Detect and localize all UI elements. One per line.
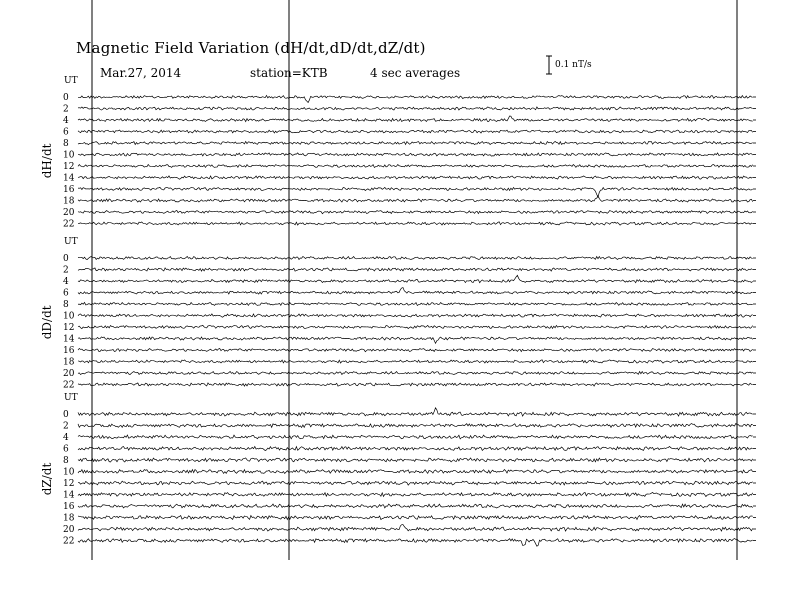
- hour-label: 22: [63, 380, 75, 391]
- trace-line: [78, 360, 753, 363]
- ut-label: UT: [64, 76, 78, 86]
- hour-label: 14: [63, 173, 75, 184]
- hour-label: 18: [63, 357, 75, 368]
- hour-label: 4: [63, 116, 69, 126]
- trace-line: [78, 470, 753, 474]
- hour-label: 18: [63, 513, 75, 524]
- component-label: dZ/dt: [40, 462, 54, 496]
- trace-line: [78, 424, 753, 428]
- trace-line: [78, 153, 753, 156]
- trace-line: [78, 130, 753, 133]
- trace-line: [78, 314, 753, 317]
- trace-line: [78, 348, 753, 351]
- trace-line: [78, 275, 753, 282]
- hour-label: 6: [63, 127, 69, 138]
- trace-line: [78, 107, 753, 110]
- hour-label: 22: [63, 536, 75, 547]
- trace-line: [78, 408, 753, 416]
- hour-label: 16: [63, 185, 75, 195]
- hour-label: 0: [63, 93, 69, 103]
- trace-line: [78, 337, 753, 343]
- trace-line: [78, 141, 753, 144]
- averaging-label: 4 sec averages: [370, 66, 461, 80]
- hour-label: 2: [63, 104, 69, 115]
- trace-line: [78, 458, 753, 462]
- hour-label: 14: [63, 334, 75, 345]
- hour-label: 12: [63, 162, 75, 172]
- trace-line: [78, 525, 753, 531]
- trace-line: [78, 383, 753, 386]
- trace-line: [78, 447, 753, 451]
- component-label: dH/dt: [40, 143, 54, 179]
- trace-line: [78, 164, 753, 167]
- hour-label: 12: [63, 479, 75, 489]
- trace-line: [78, 196, 753, 202]
- hour-label: 16: [63, 502, 75, 512]
- trace-line: [78, 539, 753, 547]
- trace-line: [78, 504, 753, 508]
- hour-label: 10: [63, 311, 75, 322]
- ut-label: UT: [64, 237, 78, 247]
- trace-line: [78, 435, 753, 439]
- trace-line: [78, 116, 753, 122]
- trace-line: [78, 95, 753, 102]
- ut-label: UT: [64, 393, 78, 403]
- trace-line: [78, 222, 753, 225]
- trace-line: [78, 210, 753, 213]
- trace-line: [78, 176, 753, 179]
- trace-line: [78, 256, 753, 259]
- trace-line: [78, 288, 753, 295]
- hour-label: 20: [63, 525, 75, 535]
- hour-label: 14: [63, 490, 75, 501]
- trace-line: [78, 492, 753, 496]
- hour-label: 22: [63, 219, 75, 230]
- hour-label: 6: [63, 444, 69, 455]
- trace-line: [78, 325, 753, 328]
- trace-line: [78, 481, 753, 485]
- hour-label: 20: [63, 208, 75, 218]
- hour-label: 8: [63, 300, 69, 310]
- hour-label: 12: [63, 323, 75, 333]
- chart-title: Magnetic Field Variation (dH/dt,dD/dt,dZ/dt): [76, 39, 426, 57]
- hour-label: 0: [63, 254, 69, 264]
- hour-label: 8: [63, 456, 69, 466]
- hour-label: 6: [63, 288, 69, 299]
- hour-label: 4: [63, 433, 69, 443]
- trace-line: [78, 516, 753, 520]
- trace-line: [78, 187, 753, 197]
- hour-label: 4: [63, 277, 69, 287]
- hour-label: 8: [63, 139, 69, 149]
- trace-line: [78, 268, 753, 271]
- hour-label: 18: [63, 196, 75, 207]
- hour-label: 20: [63, 369, 75, 379]
- trace-line: [78, 371, 753, 374]
- hour-label: 16: [63, 346, 75, 356]
- hour-label: 0: [63, 410, 69, 420]
- hour-label: 2: [63, 265, 69, 276]
- trace-line: [78, 302, 753, 305]
- component-label: dD/dt: [40, 305, 54, 340]
- hour-label: 10: [63, 467, 75, 478]
- station-label: station=KTB: [250, 66, 328, 80]
- date-label: Mar.27, 2014: [100, 66, 182, 80]
- scale-bar-label: 0.1 nT/s: [555, 60, 592, 70]
- hour-label: 10: [63, 150, 75, 161]
- hour-label: 2: [63, 421, 69, 432]
